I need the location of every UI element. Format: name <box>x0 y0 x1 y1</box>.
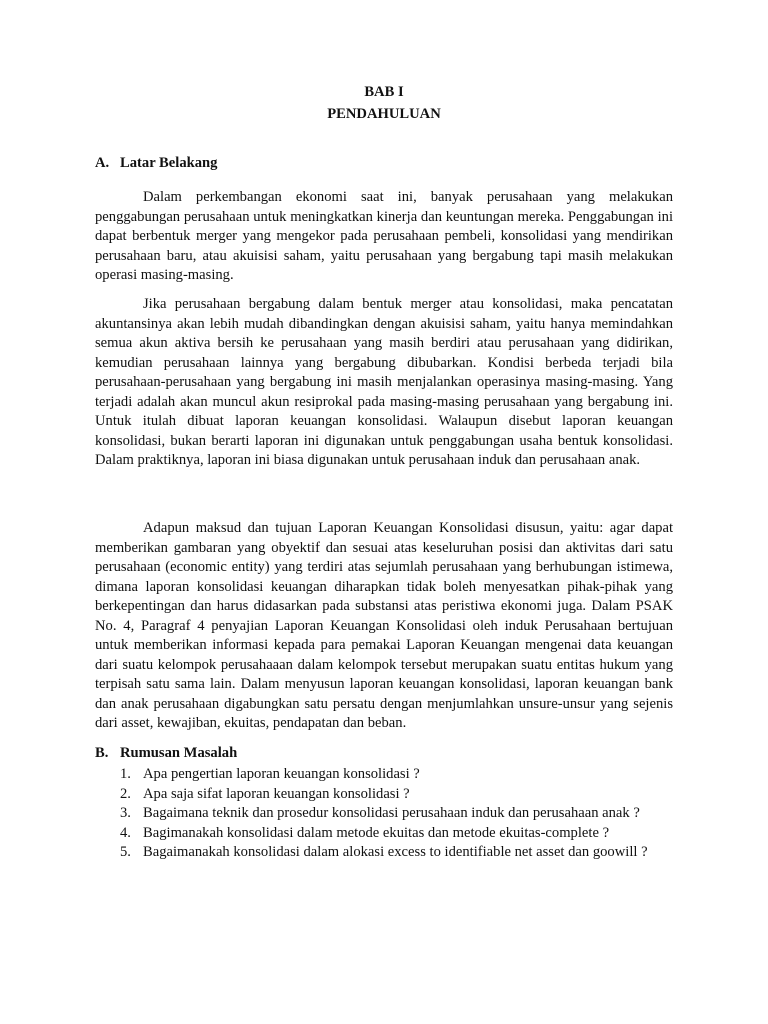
list-item-text: Bagaimanakah konsolidasi dalam alokasi excess to identifiable net asset dan goowill ? <box>143 844 648 860</box>
chapter-title: PENDAHULUAN <box>327 106 441 122</box>
section-heading-rumusan-masalah <box>95 745 237 762</box>
list-item <box>95 765 683 785</box>
section-title: Rumusan Masalah <box>120 745 238 761</box>
list-item <box>95 824 683 844</box>
section-heading-latar-belakang <box>95 155 217 172</box>
list-item-number: 4. <box>120 824 131 841</box>
paragraph: Dalam perkembangan ekonomi saat ini, banyak perusahaan yang melakukan penggabungan perusahaan untuk meningkatkan kinerja dan keuntungan mereka. Penggabungan ini dapat berbentuk merger yang mengekor pada perusahaan pembeli, konsolidasi yang mendirikan perusahaan baru, atau akuisisi saham, yaitu perusahaan yang bergabung tapi masih melakukan operasi masing-masing. <box>95 189 673 283</box>
list-item-text: Bagaimana teknik dan prosedur konsolidasi perusahaan induk dan perusahaan anak ? <box>143 805 640 821</box>
chapter-number: BAB I <box>364 84 404 100</box>
list-item-text: Bagimanakah konsolidasi dalam metode ekuitas dan metode ekuitas-complete ? <box>143 824 610 841</box>
list-item-number: 1. <box>120 766 131 782</box>
list-item <box>95 785 683 805</box>
list-item-number: 3. <box>120 805 131 821</box>
problem-list <box>95 765 695 863</box>
list-item-number: 5. <box>120 844 131 860</box>
paragraph: Jika perusahaan bergabung dalam bentuk merger atau konsolidasi, maka pencatatan akuntansinya akan lebih mudah dibandingkan dengan akuisisi saham, yaitu hanya memindahkan semua akun aktiva bersih ke perusahaan yang masih berdiri atau perusahaan yang didirikan, kemudian perusahaan lainnya yang bergabung dibubarkan. Kondisi berbeda terjadi bila perusahaan-perusahaan yang bergabung ini masih menjalankan operasinya masing-masing. Yang terjadi adalah akan muncul akun resiprokal pada masing-masing perusahaan yang bergabung ini. Untuk itulah dibuat laporan keuangan konsolidasi. Walaupun disebut laporan keuangan konsolidasi, bukan berarti laporan ini digunakan untuk penggabungan usaha bentuk konsolidasi. Dalam praktiknya, laporan ini biasa digunakan untuk perusahaan induk dan perusahaan anak. <box>95 296 673 468</box>
section-title: Latar Belakang <box>120 155 218 171</box>
list-item-number: 2. <box>120 785 131 802</box>
section-letter: A. <box>95 155 110 171</box>
list-item-text: Apa pengertian laporan keuangan konsolidasi ? <box>143 766 420 782</box>
section-letter: B. <box>95 745 109 761</box>
list-item-text: Apa saja sifat laporan keuangan konsolidasi ? <box>143 785 410 802</box>
list-item <box>95 843 683 863</box>
list-item <box>95 804 683 824</box>
paragraph: Adapun maksud dan tujuan Laporan Keuangan Konsolidasi disusun, yaitu: agar dapat memberikan gambaran yang obyektif dan sesuai atas keseluruhan posisi dan aktivitas dari satu perusahaan (economic entity) yang terdiri atas sejumlah perusahaan yang berhubungan istimewa, dimana laporan konsolidasi keuangan diharapkan tidak boleh menyesatkan pihak-pihak yang berkepentingan dan harus didasarkan pada substansi atas peristiwa ekonomi juga. Dalam PSAK No. 4, Paragraf 4 penyajian Laporan Keuangan Konsolidasi oleh induk Perusahaan bertujuan untuk memberikan informasi kepada para pemakai Laporan Keuangan mengenai data keuangan dari suatu kelompok perusahaaan dalam kelompok tersebut merupakan suatu entitas hukum yang terpisah satu sama lain. Dalam menyusun laporan keuangan konsolidasi, laporan keuangan bank dan anak perusahaan digabungkan satu persatu dengan menjumlahkan unsure-unsur yang sejenis dari asset, kewajiban, ekuitas, pendapatan dan beban. <box>95 520 673 731</box>
